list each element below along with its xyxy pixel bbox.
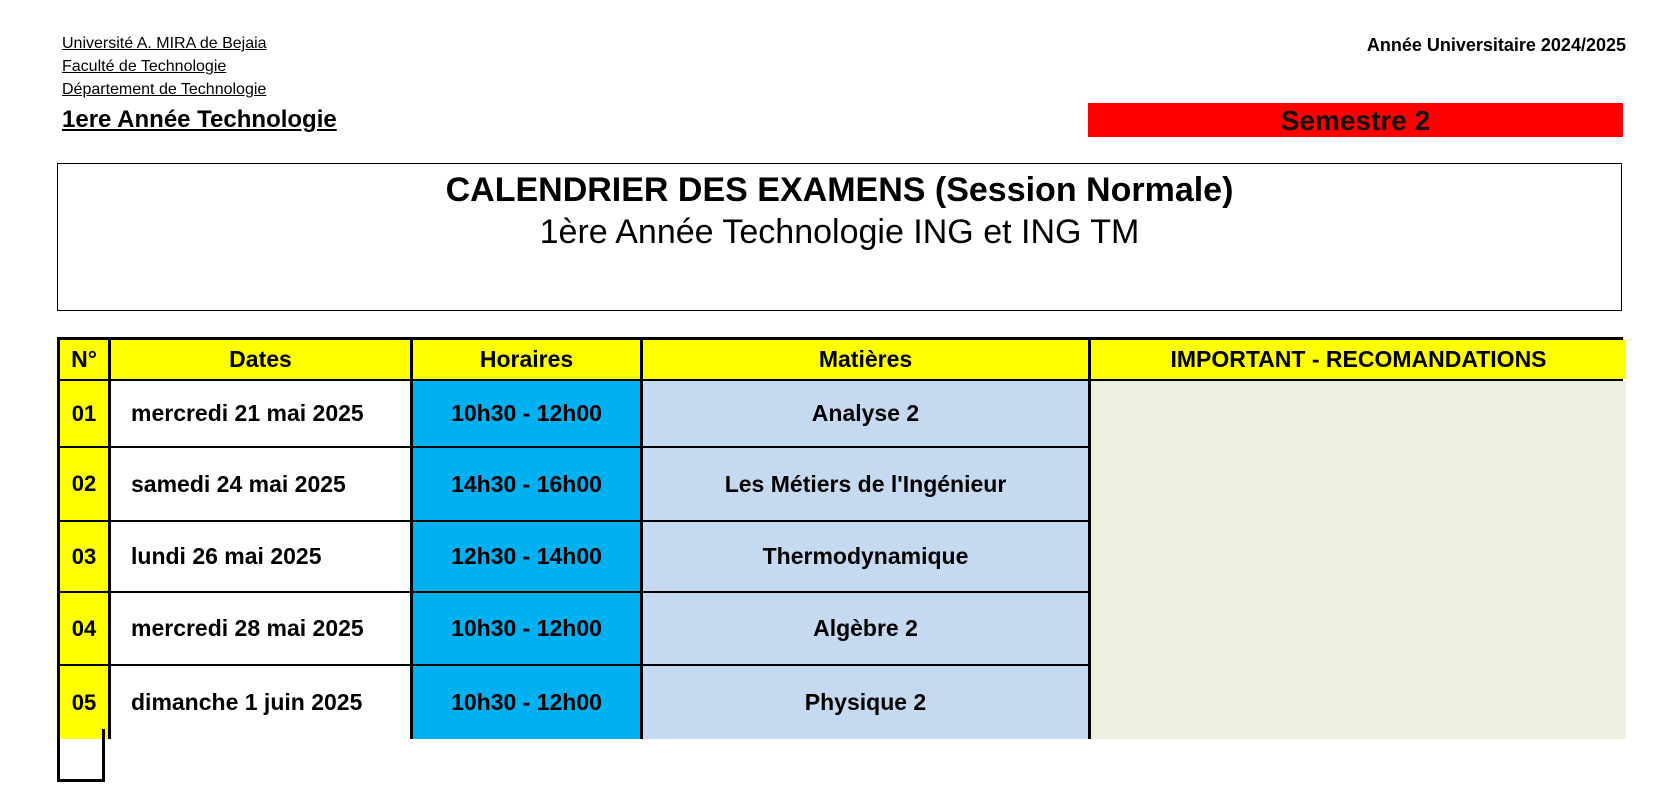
department-name: Département de Technologie — [62, 81, 267, 98]
page-subtitle: 1ère Année Technologie ING et ING TM — [539, 213, 1140, 251]
row-time: 10h30 - 12h00 — [410, 381, 640, 446]
row-subject: Thermodynamique — [640, 522, 1088, 591]
row-subject: Physique 2 — [640, 666, 1088, 739]
column-header-dates: Dates — [108, 340, 410, 379]
row-subject: Analyse 2 — [640, 381, 1088, 446]
column-header-subjects: Matières — [640, 340, 1088, 379]
faculty-name: Faculté de Technologie — [62, 58, 227, 75]
row-time: 10h30 - 12h00 — [410, 666, 640, 739]
recommendations-cell — [1088, 381, 1626, 739]
row-time: 14h30 - 16h00 — [410, 448, 640, 520]
row-subject: Algèbre 2 — [640, 593, 1088, 664]
row-date: lundi 26 mai 2025 — [108, 522, 410, 591]
row-time: 10h30 - 12h00 — [410, 593, 640, 664]
empty-number-cell — [57, 729, 105, 782]
page-title: CALENDRIER DES EXAMENS (Session Normale) — [445, 171, 1234, 209]
row-date: mercredi 21 mai 2025 — [108, 381, 410, 446]
row-number: 04 — [60, 593, 108, 664]
level-title: 1ere Année Technologie — [62, 106, 337, 133]
row-time: 12h30 - 14h00 — [410, 522, 640, 591]
row-subject: Les Métiers de l'Ingénieur — [640, 448, 1088, 520]
title-box — [57, 163, 1622, 311]
column-header-recommendations: IMPORTANT - RECOMANDATIONS — [1088, 340, 1626, 379]
semester-banner: Semestre 2 — [1088, 103, 1623, 137]
university-name: Université A. MIRA de Bejaia — [62, 35, 267, 52]
column-header-number: N° — [60, 340, 108, 379]
row-number: 02 — [60, 448, 108, 520]
row-date: samedi 24 mai 2025 — [108, 448, 410, 520]
exam-table — [57, 337, 1623, 729]
row-number: 05 — [60, 666, 108, 739]
academic-year: Année Universitaire 2024/2025 — [1366, 35, 1626, 55]
column-header-times: Horaires — [410, 340, 640, 379]
row-number: 01 — [60, 381, 108, 446]
row-date: mercredi 28 mai 2025 — [108, 593, 410, 664]
row-number: 03 — [60, 522, 108, 591]
row-date: dimanche 1 juin 2025 — [108, 666, 410, 739]
